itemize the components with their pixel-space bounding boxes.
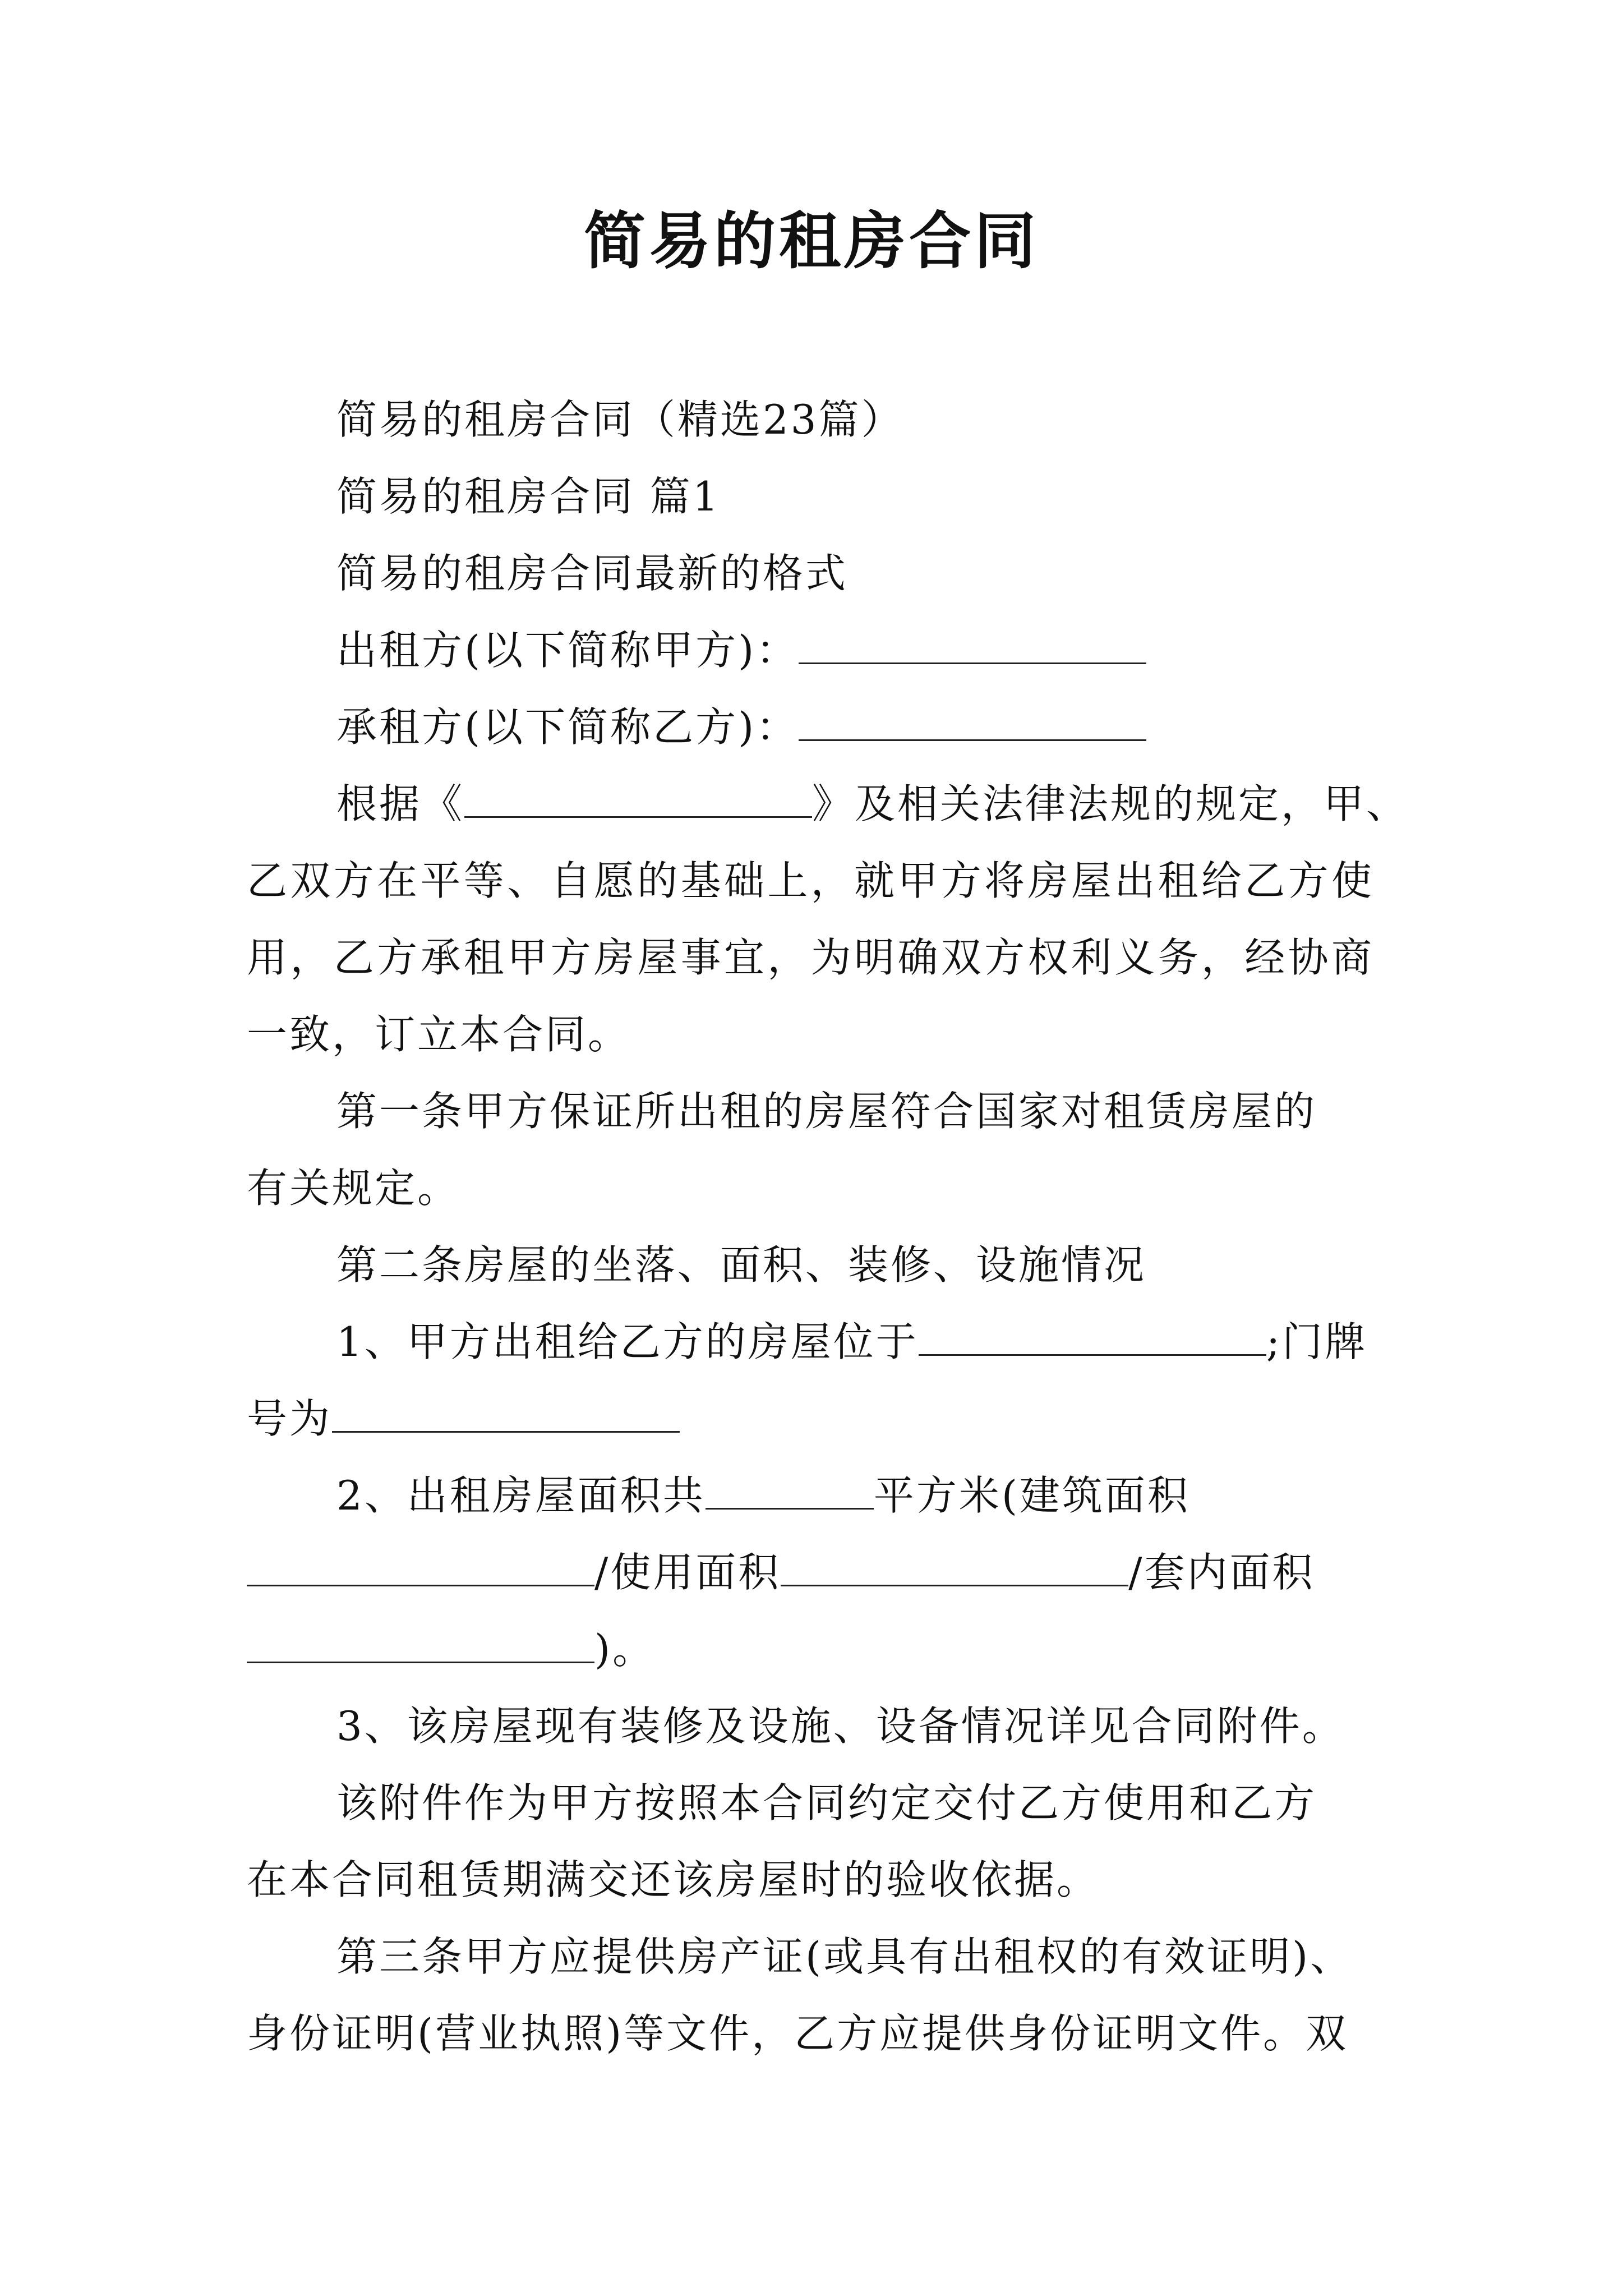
- lessee-label: 承租方(以下简称乙方)：: [336, 703, 799, 751]
- lessee-line: [247, 689, 1374, 766]
- line-text: 简易的租房合同 篇1: [336, 473, 721, 520]
- paragraph-line: [247, 1688, 1374, 1765]
- paragraph-line: [247, 1150, 1374, 1227]
- paragraph-line: [247, 1611, 1374, 1688]
- paragraph-line: [247, 1995, 1374, 2072]
- building-area-blank: [247, 1551, 594, 1586]
- paragraph-line: [247, 1304, 1374, 1381]
- line-text: /套内面积: [1128, 1549, 1315, 1596]
- document-body: [247, 381, 1409, 2072]
- line-text: 平方米(建筑面积: [873, 1472, 1190, 1519]
- line-text: 根据《: [336, 780, 465, 827]
- paragraph-line: [247, 535, 1374, 612]
- lessor-label: 出租方(以下简称甲方)：: [336, 627, 799, 674]
- paragraph-line: [247, 919, 1374, 996]
- paragraph-line: [247, 458, 1374, 535]
- paragraph-line: [247, 843, 1374, 919]
- line-text: 一致，订立本合同。: [247, 1011, 631, 1058]
- lessor-blank: [799, 629, 1146, 664]
- line-text: 乙双方在平等、自愿的基础上，就甲方将房屋出租给乙方使: [247, 857, 1374, 904]
- paragraph-line: [247, 1381, 1374, 1457]
- paragraph-line: [247, 1073, 1374, 1150]
- line-text: 第二条房屋的坐落、面积、装修、设施情况: [336, 1241, 1147, 1289]
- paragraph-line: [247, 1842, 1374, 1918]
- lessee-blank: [799, 706, 1146, 741]
- paragraph-line: [247, 381, 1374, 458]
- line-text: 用，乙方承租甲方房屋事宜，为明确双方权利义务，经协商: [247, 934, 1374, 981]
- inner-area-blank: [247, 1628, 594, 1663]
- line-text: /使用面积: [594, 1549, 781, 1596]
- paragraph-line: [247, 1457, 1374, 1534]
- line-text: )。: [594, 1626, 656, 1673]
- lessor-line: [247, 612, 1374, 689]
- line-text: 1、甲方出租给乙方的房屋位于: [336, 1318, 919, 1365]
- line-text: 第一条甲方保证所出租的房屋符合国家对租赁房屋的: [336, 1088, 1317, 1135]
- line-text: 有关规定。: [247, 1165, 460, 1212]
- line-text: 3、该房屋现有装修及设施、设备情况详见合同附件。: [336, 1703, 1345, 1750]
- line-text: 2、出租房屋面积共: [336, 1472, 706, 1519]
- area-blank: [706, 1474, 874, 1510]
- line-text: 简易的租房合同（精选23篇）: [336, 396, 904, 443]
- usable-area-blank: [781, 1551, 1128, 1586]
- line-text: 该附件作为甲方按照本合同约定交付乙方使用和乙方: [336, 1779, 1317, 1826]
- paragraph-line: [247, 766, 1409, 843]
- line-text: 号为: [247, 1395, 333, 1442]
- paragraph-line: [247, 1227, 1374, 1304]
- line-text: 在本合同租赁期满交还该房屋时的验收依据。: [247, 1856, 1100, 1903]
- paragraph-line: [247, 1765, 1374, 1842]
- house-number-blank: [332, 1397, 680, 1433]
- paragraph-line: [247, 1534, 1374, 1611]
- law-name-blank: [464, 783, 812, 818]
- line-text: 简易的租房合同最新的格式: [336, 550, 849, 597]
- line-text: 》及相关法律法规的规定，甲、: [812, 780, 1409, 827]
- paragraph-line: [247, 996, 1374, 1073]
- line-text: 身份证明(营业执照)等文件，乙方应提供身份证明文件。双: [247, 2010, 1349, 2057]
- line-text: 第三条甲方应提供房产证(或具有出租权的有效证明)、: [336, 1933, 1353, 1980]
- document-title: 简易的租房合同: [584, 205, 1039, 277]
- location-blank: [919, 1320, 1266, 1356]
- paragraph-line: [247, 1918, 1374, 1995]
- line-text: ;门牌: [1266, 1318, 1368, 1365]
